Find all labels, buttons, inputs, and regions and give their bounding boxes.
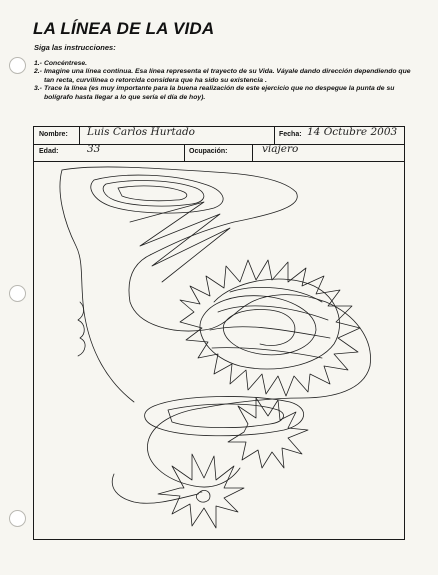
hand-drawn-life-line-icon: [34, 162, 404, 539]
edad-field[interactable]: 33: [87, 143, 101, 155]
divider: [79, 127, 80, 144]
nombre-field[interactable]: Luis Carlos Hurtado: [87, 126, 195, 138]
instruction-number: 1.-: [34, 60, 42, 67]
ocupacion-label: Ocupación:: [189, 148, 228, 155]
instruction-text: Trace la línea (es muy importante para la buena realización de este ejercicio que no despegue la punta de su bolígrafo hasta llegar a lo que sería el día de hoy).: [44, 85, 395, 101]
instruction-text: Concéntrese.: [44, 60, 88, 67]
page-title: LA LÍNEA DE LA VIDA: [33, 19, 215, 38]
life-line-form: [33, 126, 405, 540]
instruction-number: 2.-: [34, 68, 42, 76]
instruction-text: Imagine una línea continua. Esa línea representa el trayecto de su Vida. Váyale dando dirección dependiendo que tan recta, curvilínea o retorcida considera que ha sido su existencia .: [44, 68, 411, 84]
form-row-age-occupation: [34, 144, 404, 162]
instruction-item: [34, 60, 419, 68]
divider: [252, 144, 253, 161]
instruction-item: [34, 85, 419, 102]
fecha-label: Fecha:: [279, 131, 302, 138]
binder-hole-top: [9, 57, 26, 74]
ocupacion-field[interactable]: viajero: [262, 143, 299, 155]
binder-hole-middle: [9, 285, 26, 302]
intro-text: Siga las instrucciones:: [34, 43, 116, 52]
divider: [184, 144, 185, 161]
binder-hole-bottom: [9, 510, 26, 527]
instructions-list: [34, 60, 419, 102]
instruction-number: 3.-: [34, 85, 42, 93]
divider: [274, 127, 275, 144]
nombre-label: Nombre:: [39, 131, 68, 138]
instruction-item: [34, 68, 419, 85]
life-line-drawing-area[interactable]: [34, 162, 404, 539]
fecha-field[interactable]: 14 Octubre 2003: [307, 126, 398, 138]
edad-label: Edad:: [39, 148, 59, 155]
